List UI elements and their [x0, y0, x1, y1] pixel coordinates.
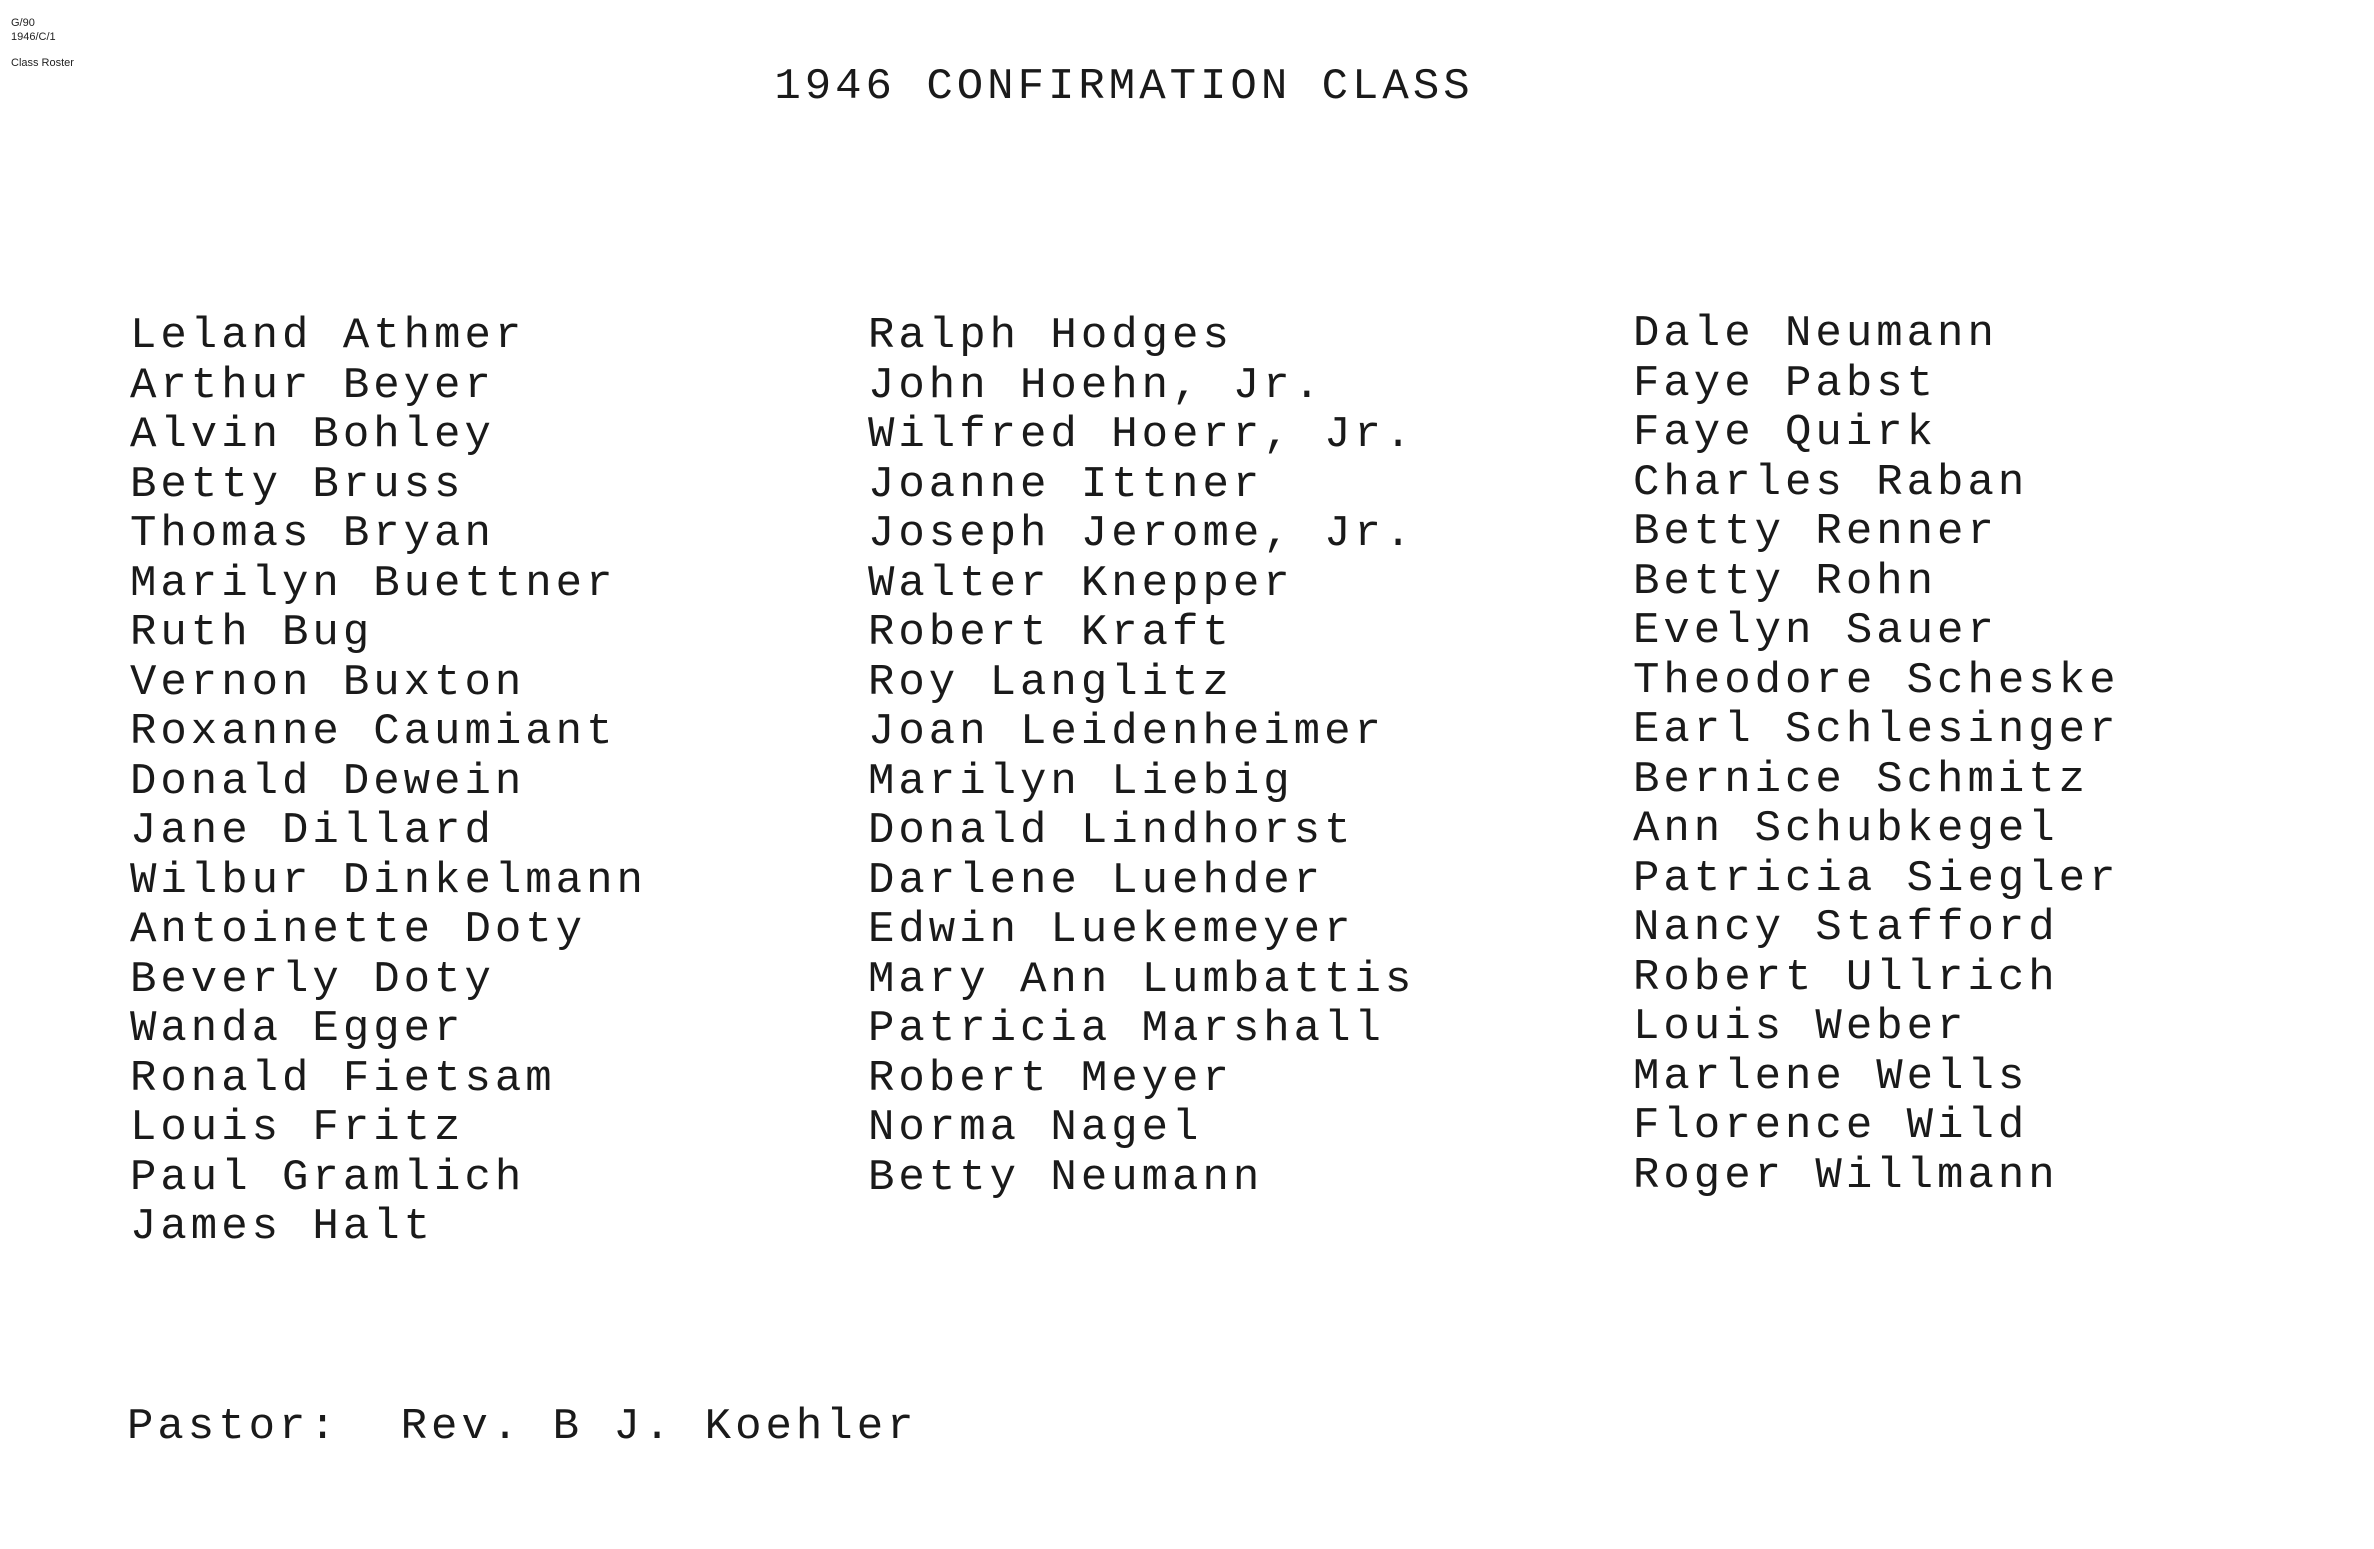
reference-label: Class Roster: [11, 57, 74, 69]
roster-name: Roger Willmann: [1633, 1150, 2059, 1201]
reference-year-code: 1946/C/1: [11, 31, 56, 43]
roster-name: Donald Lindhorst: [868, 806, 1355, 856]
roster-column-2: [868, 312, 1415, 1203]
roster-name: Evelyn Sauer: [1633, 606, 1998, 656]
roster-name: Beverly Doty: [130, 954, 495, 1005]
roster-name: Bernice Schmitz: [1633, 754, 2090, 805]
roster-name: Norma Nagel: [868, 1103, 1203, 1153]
roster-name: Wilbur Dinkelmann: [130, 855, 647, 906]
roster-name: Louis Fritz: [130, 1103, 465, 1153]
roster-name: Ronald Fietsam: [130, 1053, 556, 1104]
roster-name: Alvin Bohley: [130, 410, 495, 460]
roster-name: Leland Athmer: [130, 311, 526, 361]
roster-name: Mary Ann Lumbattis: [868, 954, 1416, 1005]
roster-name: Wanda Egger: [130, 1004, 465, 1054]
roster-name: Betty Rohn: [1633, 556, 1938, 607]
roster-name: Robert Kraft: [868, 608, 1233, 658]
roster-name: Arthur Beyer: [130, 360, 495, 411]
roster-name: Donald Dewein: [130, 756, 526, 807]
roster-name: Patricia Marshall: [868, 1004, 1385, 1054]
roster-name: Jane Dillard: [130, 806, 495, 856]
page-title: 1946 CONFIRMATION CLASS: [774, 62, 1474, 112]
roster-name: Thomas Bryan: [130, 509, 495, 559]
roster-name: Antoinette Doty: [130, 905, 587, 955]
roster-name: Patricia Siegler: [1633, 853, 2120, 904]
roster-name: Robert Ullrich: [1633, 952, 2059, 1003]
roster-name: Theodore Scheske: [1633, 655, 2120, 706]
roster-name: Joseph Jerome, Jr.: [868, 509, 1416, 559]
roster-name: Faye Quirk: [1633, 408, 1938, 458]
roster-name: Marilyn Liebig: [868, 756, 1294, 807]
roster-name: James Halt: [130, 1202, 435, 1252]
roster-name: Florence Wild: [1633, 1101, 2029, 1151]
roster-name: Paul Gramlich: [130, 1152, 526, 1203]
roster-name: Roy Langlitz: [868, 657, 1233, 708]
roster-name: John Hoehn, Jr.: [868, 360, 1325, 411]
roster-name: Earl Schlesinger: [1633, 705, 2120, 755]
roster-name: Betty Renner: [1633, 507, 1998, 557]
roster-name: Joanne Ittner: [868, 459, 1264, 510]
roster-name: Walter Knepper: [868, 558, 1294, 609]
roster-name: Vernon Buxton: [130, 657, 526, 708]
roster-name: Nancy Stafford: [1633, 903, 2059, 953]
roster-name: Wilfred Hoerr, Jr.: [868, 410, 1416, 460]
pastor-line: Pastor: Rev. B J. Koehler: [127, 1402, 918, 1452]
roster-name: Joan Leidenheimer: [868, 707, 1385, 757]
reference-code: G/90: [11, 17, 35, 29]
roster-column-3: [1633, 310, 2119, 1201]
roster-name: Edwin Luekemeyer: [868, 905, 1355, 955]
roster-name: Marlene Wells: [1633, 1051, 2029, 1102]
roster-name: Roxanne Caumiant: [130, 707, 617, 757]
roster-name: Faye Pabst: [1633, 358, 1938, 409]
roster-name: Ann Schubkegel: [1633, 804, 2059, 854]
roster-column-1: [130, 312, 647, 1253]
roster-name: Darlene Luehder: [868, 855, 1325, 906]
roster-name: Louis Weber: [1633, 1002, 1968, 1052]
roster-name: Charles Raban: [1633, 457, 2029, 508]
roster-name: Marilyn Buettner: [130, 558, 617, 609]
roster-name: Robert Meyer: [868, 1053, 1233, 1104]
roster-name: Ruth Bug: [130, 608, 374, 658]
roster-name: Betty Neumann: [868, 1152, 1264, 1203]
roster-name: Betty Bruss: [130, 459, 465, 510]
roster-name: Dale Neumann: [1633, 309, 1998, 359]
roster-name: Ralph Hodges: [868, 311, 1233, 361]
